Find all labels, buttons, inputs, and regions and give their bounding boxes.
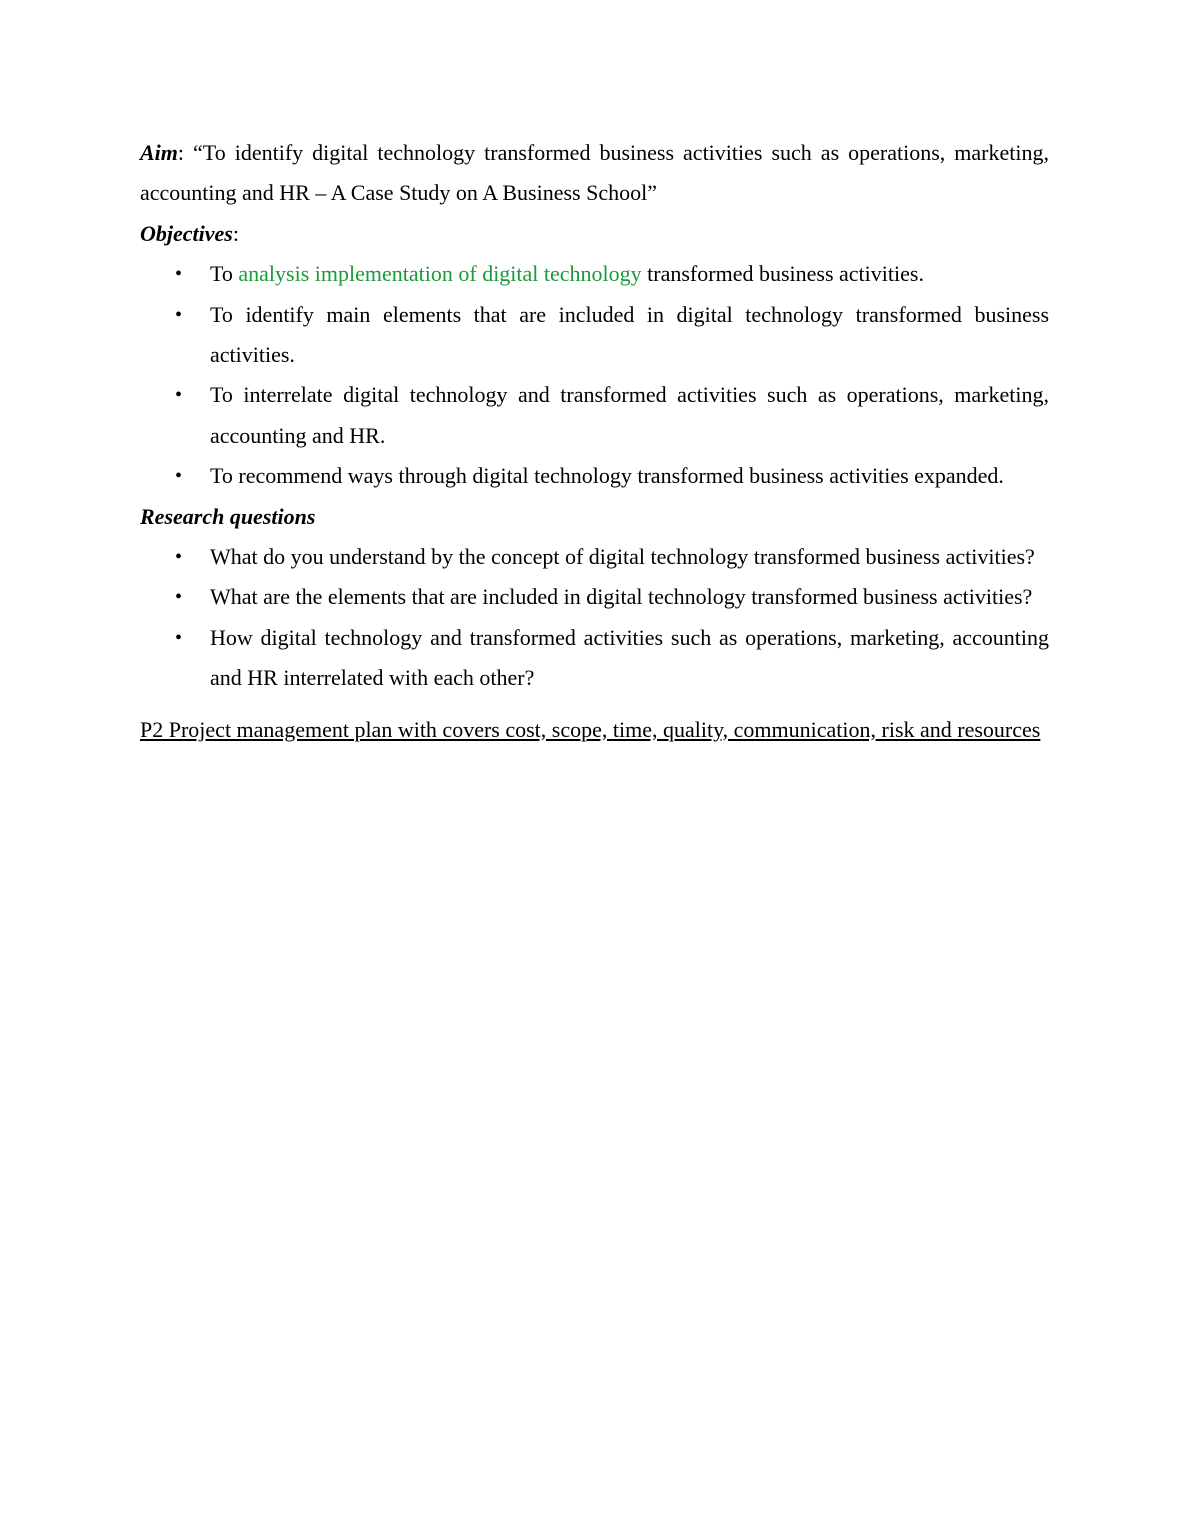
research-question-text: What are the elements that are included in digital technology transformed business activities? [210,584,1033,610]
objective-text: To identify main elements that are included in digital technology transformed business activities. [210,301,1049,368]
objective-highlight: analysis implementation of digital technology [238,261,642,287]
bullet-icon: • [175,586,183,609]
objective-text: To interrelate digital technology and transformed activities such as operations, marketing, accounting and HR. [210,382,1049,448]
p2-heading: P2 Project management plan with covers cost, scope, time, quality, communication, risk and resources [140,716,1041,742]
objective-item [140,456,1049,496]
bullet-icon: • [175,384,183,407]
objective-item [140,295,1049,376]
research-question-item [140,537,1049,577]
research-questions-list [140,537,1049,699]
objective-item [140,254,1049,294]
research-question-item [140,577,1049,617]
research-questions-label: Research questions [140,503,316,529]
objectives-heading [140,214,1049,254]
research-question-text: What do you understand by the concept of digital technology transformed business activities? [210,544,1035,570]
research-question-text: How digital technology and transformed activities such as operations, marketing, accounting and HR interrelated with each other? [210,624,1049,691]
objective-text: To recommend ways through digital technology transformed business activities expanded. [210,463,1004,489]
aim-label: Aim [140,140,178,165]
research-question-item [140,618,1049,699]
bullet-icon: • [175,303,183,326]
objective-item [140,375,1049,456]
bullet-icon: • [175,465,183,488]
objective-prefix: To [210,261,239,287]
objectives-label: Objectives [140,220,233,246]
aim-text: “To identify digital technology transformed business activities such as operations, marketing, accounting and HR – A Case Study on A Business School” [140,140,1049,206]
aim-paragraph [140,133,1049,214]
objective-suffix: transformed business activities. [641,261,924,287]
document-page [140,133,1049,750]
bullet-icon: • [175,546,183,569]
aim-colon: : [177,140,185,165]
objectives-list [140,254,1049,496]
objectives-colon: : [232,220,239,246]
research-questions-heading [140,497,1049,537]
bullet-icon: • [175,263,183,286]
bullet-icon: • [175,626,183,649]
